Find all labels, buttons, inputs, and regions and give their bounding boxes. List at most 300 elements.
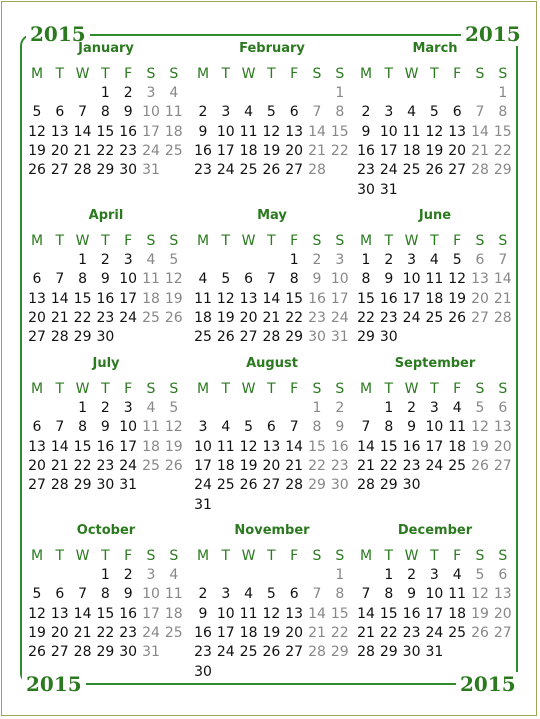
day-cell: 10 (402, 271, 421, 288)
weekday-header: W (241, 548, 256, 564)
day-cell: 29 (493, 162, 512, 179)
day-cell: 31 (330, 329, 349, 346)
day-cell: 21 (73, 624, 92, 641)
day-cell: 11 (425, 271, 444, 288)
weekday-header: F (124, 233, 133, 249)
day-cell: 19 (28, 624, 46, 641)
day-cell: 24 (216, 644, 235, 661)
day-cell: 31 (194, 496, 212, 513)
month-title: October (76, 523, 136, 538)
day-cell: 7 (55, 419, 65, 436)
day-cell: 30 (194, 663, 212, 680)
day-cell: 14 (262, 290, 281, 307)
day-cell: 15 (73, 438, 92, 455)
day-cell: 30 (330, 477, 349, 494)
day-cell: 19 (262, 624, 281, 641)
day-cell: 28 (357, 644, 375, 661)
day-cell: 12 (28, 123, 46, 140)
day-cell: 10 (379, 123, 398, 140)
day-cell: 7 (312, 586, 322, 603)
weekday-header: T (221, 381, 231, 397)
day-cell: 2 (100, 400, 110, 416)
weekday-header: F (290, 381, 299, 397)
day-cell: 25 (239, 162, 258, 179)
day-cell: 12 (425, 123, 444, 140)
weekday-header: S (475, 548, 485, 564)
day-cell: 2 (407, 567, 417, 583)
day-cell: 18 (194, 309, 212, 326)
day-cell: 17 (402, 290, 421, 307)
year-label-top-left: 2015 (26, 22, 90, 46)
day-cell: 21 (471, 142, 489, 159)
day-cell: 27 (262, 477, 281, 494)
day-cell: 13 (448, 123, 467, 140)
day-cell: 21 (308, 624, 326, 641)
weekday-header: M (359, 548, 373, 564)
day-cell: 26 (164, 309, 183, 326)
day-cell: 3 (335, 252, 345, 268)
day-cell: 23 (379, 309, 398, 326)
day-cell: 23 (119, 142, 138, 159)
weekday-header: S (335, 233, 345, 249)
weekday-header: T (101, 66, 110, 82)
day-cell: 3 (221, 586, 231, 603)
weekday-header: S (475, 381, 485, 397)
weekday-header: M (30, 548, 44, 564)
day-cell: 29 (330, 644, 349, 661)
day-cell: 1 (498, 85, 508, 101)
day-cell: 17 (194, 457, 212, 474)
day-cell: 18 (425, 290, 444, 307)
day-cell: 22 (357, 309, 375, 326)
weekday-header: F (290, 66, 299, 82)
day-cell: 12 (448, 271, 467, 288)
weekday-header: F (124, 548, 133, 564)
day-cell: 21 (357, 457, 375, 474)
day-cell: 25 (164, 142, 183, 159)
day-cell: 16 (194, 624, 212, 641)
day-cell: 8 (361, 271, 371, 288)
day-cell: 5 (475, 400, 485, 416)
day-cell: 20 (239, 309, 258, 326)
day-cell: 24 (379, 162, 398, 179)
day-cell: 11 (239, 605, 258, 622)
weekday-header: M (30, 66, 44, 82)
day-cell: 3 (198, 419, 208, 436)
day-cell: 2 (123, 567, 133, 583)
day-cell: 15 (330, 605, 349, 622)
day-cell: 16 (194, 142, 212, 159)
day-cell: 13 (28, 438, 46, 455)
day-cell: 2 (407, 400, 417, 416)
day-cell: 20 (28, 309, 46, 326)
day-cell: 8 (498, 104, 508, 121)
day-cell: 4 (169, 85, 179, 101)
weekday-header: M (196, 66, 210, 82)
weekday-header: T (221, 548, 231, 564)
weekday-header: S (146, 548, 156, 564)
weekday-header: M (196, 548, 210, 564)
day-cell: 22 (379, 457, 398, 474)
day-cell: 13 (493, 586, 512, 603)
day-cell: 29 (379, 644, 398, 661)
day-cell: 12 (471, 586, 489, 603)
day-cell: 27 (28, 329, 46, 346)
day-cell: 21 (50, 309, 69, 326)
day-cell: 6 (289, 104, 299, 121)
day-cell: 8 (100, 586, 110, 603)
day-cell: 5 (169, 252, 179, 268)
weekday-header: T (267, 381, 276, 397)
day-cell: 17 (425, 438, 444, 455)
weekday-header: M (196, 233, 210, 249)
day-cell: 31 (142, 162, 160, 179)
weekday-header: S (475, 233, 485, 249)
day-cell: 11 (402, 123, 421, 140)
day-cell: 28 (357, 477, 375, 494)
day-cell: 29 (308, 477, 326, 494)
day-cell: 17 (142, 605, 160, 622)
day-cell: 5 (475, 567, 485, 583)
day-cell: 18 (448, 438, 467, 455)
day-cell: 9 (361, 123, 371, 140)
day-cell: 19 (448, 290, 467, 307)
day-cell: 16 (402, 438, 421, 455)
day-cell: 2 (198, 586, 208, 603)
day-cell: 26 (239, 477, 258, 494)
day-cell: 28 (308, 644, 326, 661)
day-cell: 11 (448, 586, 467, 603)
day-cell: 22 (96, 142, 115, 159)
day-cell: 20 (262, 457, 281, 474)
day-cell: 2 (384, 252, 394, 268)
day-cell: 2 (312, 252, 322, 268)
day-cell: 21 (357, 624, 375, 641)
day-cell: 18 (402, 142, 421, 159)
day-cell: 19 (262, 142, 281, 159)
day-cell: 1 (384, 400, 394, 416)
weekday-header: T (430, 66, 439, 82)
day-cell: 24 (142, 624, 160, 641)
weekday-header: T (430, 233, 439, 249)
day-cell: 5 (32, 104, 42, 121)
day-cell: 25 (216, 477, 235, 494)
day-cell: 4 (221, 419, 231, 436)
day-cell: 30 (96, 477, 115, 494)
day-cell: 13 (28, 290, 46, 307)
day-cell: 19 (164, 290, 183, 307)
weekday-header: W (404, 233, 419, 249)
day-cell: 22 (308, 457, 326, 474)
day-cell: 17 (216, 624, 235, 641)
day-cell: 6 (32, 271, 42, 288)
day-cell: 4 (146, 400, 156, 416)
day-cell: 26 (28, 644, 46, 661)
day-cell: 6 (289, 586, 299, 603)
day-cell: 30 (379, 329, 398, 346)
day-cell: 15 (308, 438, 326, 455)
day-cell: 19 (471, 605, 489, 622)
day-cell: 7 (78, 586, 88, 603)
day-cell: 14 (50, 438, 69, 455)
day-cell: 28 (262, 329, 281, 346)
day-cell: 2 (123, 85, 133, 101)
weekday-header: S (335, 66, 345, 82)
day-cell: 4 (429, 252, 439, 268)
weekday-header: M (359, 66, 373, 82)
day-cell: 16 (379, 290, 398, 307)
day-cell: 18 (448, 605, 467, 622)
day-cell: 5 (221, 271, 231, 288)
weekday-header: T (267, 233, 276, 249)
day-cell: 11 (448, 419, 467, 436)
weekday-header: F (124, 381, 133, 397)
day-cell: 31 (119, 477, 138, 494)
day-cell: 29 (73, 477, 92, 494)
day-cell: 22 (285, 309, 304, 326)
month-title: May (257, 208, 287, 223)
weekday-header: T (384, 233, 394, 249)
day-cell: 3 (146, 567, 156, 583)
day-cell: 20 (50, 142, 69, 159)
day-cell: 21 (73, 142, 92, 159)
day-cell: 7 (55, 271, 65, 288)
day-cell: 30 (357, 181, 375, 198)
day-cell: 20 (28, 457, 46, 474)
day-cell: 11 (142, 419, 160, 436)
weekday-header: T (101, 381, 110, 397)
day-cell: 25 (239, 644, 258, 661)
day-cell: 4 (407, 104, 417, 121)
day-cell: 18 (164, 605, 183, 622)
day-cell: 11 (142, 271, 160, 288)
day-cell: 14 (73, 605, 92, 622)
weekday-header: W (404, 66, 419, 82)
day-cell: 14 (308, 605, 326, 622)
day-cell: 24 (119, 309, 138, 326)
day-cell: 24 (194, 477, 212, 494)
day-cell: 26 (471, 624, 489, 641)
day-cell: 26 (28, 162, 46, 179)
weekday-header: W (75, 381, 90, 397)
day-cell: 15 (96, 123, 115, 140)
day-cell: 6 (32, 419, 42, 436)
day-cell: 30 (119, 644, 138, 661)
weekday-header: F (453, 548, 462, 564)
day-cell: 30 (308, 329, 326, 346)
day-cell: 27 (493, 457, 512, 474)
day-cell: 4 (244, 104, 254, 121)
day-cell: 27 (493, 624, 512, 641)
day-cell: 23 (194, 162, 212, 179)
day-cell: 9 (198, 123, 208, 140)
weekday-header: W (404, 381, 419, 397)
day-cell: 31 (425, 644, 444, 661)
day-cell: 10 (119, 271, 138, 288)
year-label-bottom-left: 2015 (22, 672, 86, 696)
day-cell: 19 (216, 309, 235, 326)
day-cell: 6 (452, 104, 462, 121)
day-cell: 24 (119, 457, 138, 474)
day-cell: 5 (32, 586, 42, 603)
day-cell: 6 (475, 252, 485, 268)
day-cell: 5 (429, 104, 439, 121)
day-cell: 9 (100, 419, 110, 436)
day-cell: 22 (330, 624, 349, 641)
month-title: December (397, 523, 473, 538)
weekday-header: M (359, 381, 373, 397)
day-cell: 20 (493, 605, 512, 622)
weekday-header: W (241, 381, 256, 397)
day-cell: 21 (285, 457, 304, 474)
weekday-header: M (196, 381, 210, 397)
day-cell: 15 (379, 438, 398, 455)
day-cell: 16 (330, 438, 349, 455)
day-cell: 24 (425, 624, 444, 641)
day-cell: 19 (164, 438, 183, 455)
day-cell: 6 (244, 271, 254, 288)
day-cell: 4 (452, 400, 462, 416)
month-title: September (394, 356, 476, 371)
day-cell: 3 (429, 567, 439, 583)
day-cell: 20 (493, 438, 512, 455)
day-cell: 12 (239, 438, 258, 455)
weekday-header: S (312, 66, 322, 82)
weekday-header: T (221, 233, 231, 249)
day-cell: 18 (239, 142, 258, 159)
weekday-header: M (30, 233, 44, 249)
day-cell: 12 (28, 605, 46, 622)
day-cell: 11 (164, 586, 183, 603)
day-cell: 13 (239, 290, 258, 307)
weekday-header: S (146, 233, 156, 249)
weekday-header: S (312, 381, 322, 397)
day-cell: 29 (73, 329, 92, 346)
day-cell: 2 (335, 400, 345, 416)
day-cell: 9 (407, 586, 417, 603)
day-cell: 1 (289, 252, 299, 268)
day-cell: 12 (262, 605, 281, 622)
weekday-header: S (498, 233, 508, 249)
day-cell: 2 (198, 104, 208, 121)
day-cell: 16 (96, 438, 115, 455)
weekday-header: T (101, 548, 110, 564)
weekday-header: T (384, 66, 394, 82)
weekday-header: W (75, 548, 90, 564)
day-cell: 1 (361, 252, 371, 268)
day-cell: 9 (123, 586, 133, 603)
day-cell: 8 (384, 419, 394, 436)
weekday-header: S (335, 548, 345, 564)
day-cell: 2 (361, 104, 371, 121)
day-cell: 1 (312, 400, 322, 416)
day-cell: 25 (194, 329, 212, 346)
day-cell: 31 (142, 644, 160, 661)
weekday-header: F (290, 233, 299, 249)
weekday-header: W (75, 66, 90, 82)
day-cell: 4 (198, 271, 208, 288)
day-cell: 2 (100, 252, 110, 268)
day-cell: 28 (308, 162, 326, 179)
day-cell: 17 (142, 123, 160, 140)
day-cell: 22 (96, 624, 115, 641)
day-cell: 8 (78, 419, 88, 436)
day-cell: 29 (96, 162, 115, 179)
day-cell: 10 (119, 419, 138, 436)
day-cell: 7 (475, 104, 485, 121)
day-cell: 23 (402, 457, 421, 474)
day-cell: 25 (425, 309, 444, 326)
day-cell: 3 (384, 104, 394, 121)
day-cell: 16 (96, 290, 115, 307)
day-cell: 6 (498, 400, 508, 416)
weekday-header: W (75, 233, 90, 249)
day-cell: 1 (78, 400, 88, 416)
day-cell: 23 (119, 624, 138, 641)
day-cell: 17 (119, 438, 138, 455)
day-cell: 30 (96, 329, 115, 346)
day-cell: 31 (379, 181, 398, 198)
day-cell: 7 (78, 104, 88, 121)
day-cell: 4 (169, 567, 179, 583)
weekday-header: T (267, 548, 276, 564)
day-cell: 16 (119, 123, 138, 140)
day-cell: 17 (216, 142, 235, 159)
weekday-header: F (453, 233, 462, 249)
day-cell: 18 (142, 290, 160, 307)
day-cell: 10 (330, 271, 349, 288)
weekday-header: F (124, 66, 133, 82)
day-cell: 27 (448, 162, 467, 179)
day-cell: 8 (312, 419, 322, 436)
day-cell: 25 (402, 162, 421, 179)
day-cell: 27 (28, 477, 46, 494)
day-cell: 19 (239, 457, 258, 474)
weekday-header: W (404, 548, 419, 564)
day-cell: 10 (194, 438, 212, 455)
day-cell: 18 (164, 123, 183, 140)
day-cell: 11 (194, 290, 212, 307)
weekday-header: M (359, 233, 373, 249)
day-cell: 6 (55, 104, 65, 121)
weekday-header: T (267, 66, 276, 82)
day-cell: 3 (123, 400, 133, 416)
weekday-header: T (430, 548, 439, 564)
day-cell: 9 (335, 419, 345, 436)
day-cell: 27 (285, 644, 304, 661)
day-cell: 24 (142, 142, 160, 159)
day-cell: 29 (357, 329, 375, 346)
weekday-header: T (221, 66, 231, 82)
day-cell: 23 (308, 309, 326, 326)
month-title: August (246, 356, 298, 371)
day-cell: 3 (221, 104, 231, 121)
day-cell: 13 (262, 438, 281, 455)
day-cell: 5 (452, 252, 462, 268)
weekday-header: T (384, 548, 394, 564)
weekday-header: W (241, 233, 256, 249)
day-cell: 13 (285, 123, 304, 140)
day-cell: 21 (262, 309, 281, 326)
day-cell: 9 (100, 271, 110, 288)
day-cell: 15 (330, 123, 349, 140)
weekday-header: M (30, 381, 44, 397)
day-cell: 25 (448, 624, 467, 641)
day-cell: 24 (216, 162, 235, 179)
day-cell: 15 (285, 290, 304, 307)
day-cell: 27 (285, 162, 304, 179)
weekday-header: S (498, 548, 508, 564)
